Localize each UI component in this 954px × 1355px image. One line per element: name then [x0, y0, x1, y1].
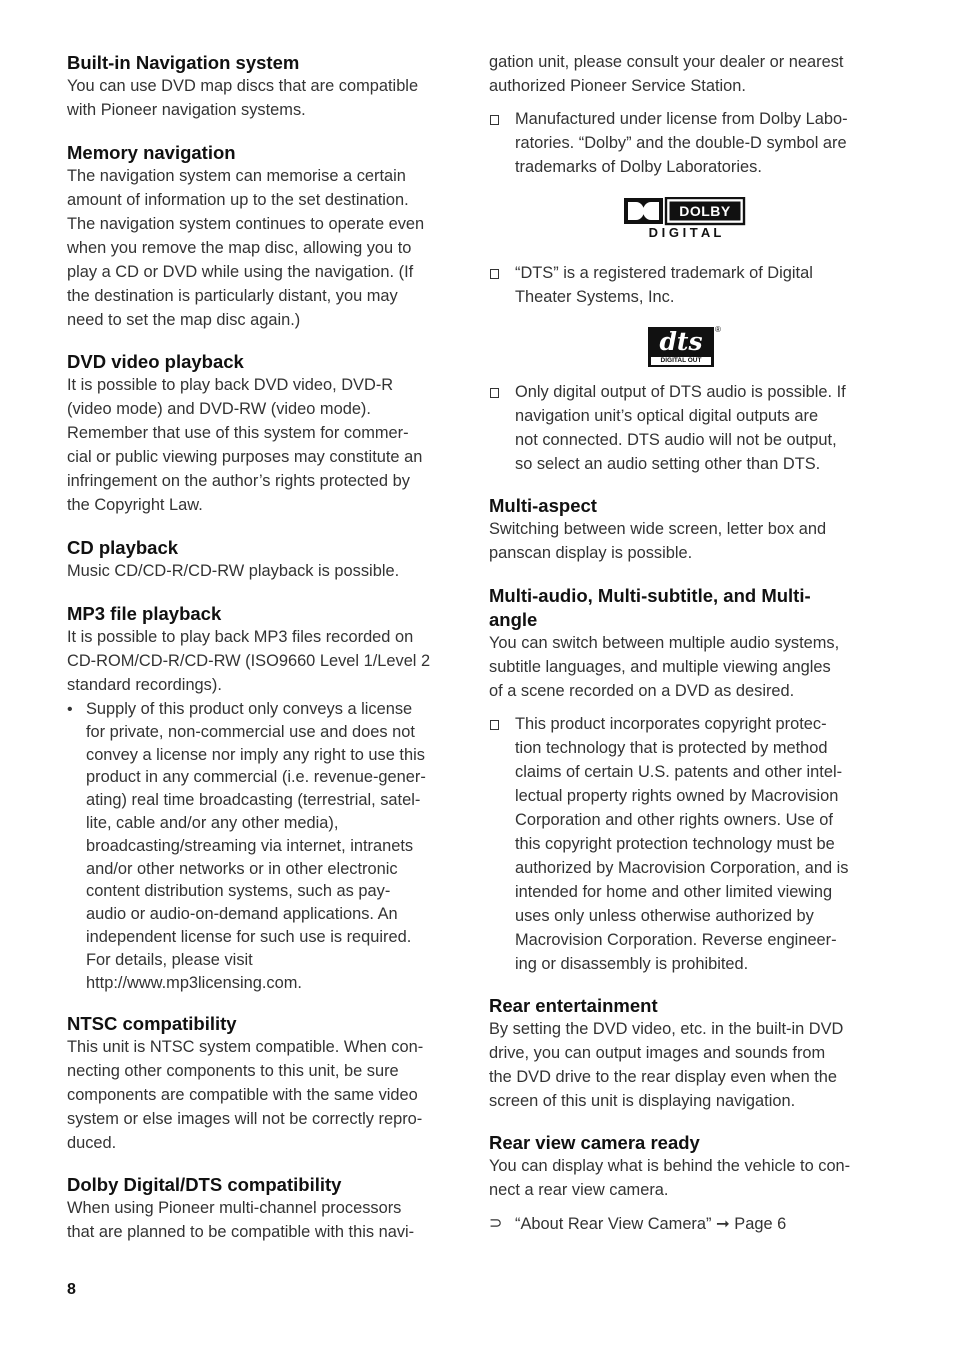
dolby-logo-word: DOLBY [679, 203, 731, 219]
text-line: authorized by Macrovision Corporation, and is [515, 859, 849, 877]
section-title-mp3-playback: MP3 file playback [67, 603, 222, 624]
text-line: system or else images will not be correctly repro- [67, 1110, 423, 1128]
text-line: Manufactured under license from Dolby Labo- [515, 110, 848, 128]
text-line: Macrovision Corporation. Reverse engineer- [515, 931, 837, 949]
text-line: with Pioneer navigation systems. [67, 101, 306, 119]
reference-arrow-icon: ⊃ [489, 1215, 503, 1232]
text-line: Theater Systems, Inc. [515, 288, 675, 306]
text-line: standard recordings). [67, 676, 222, 694]
text-line: drive, you can output images and sounds from [489, 1044, 826, 1062]
text-line: When using Pioneer multi-channel processors [67, 1199, 402, 1217]
page-number: 8 [67, 1281, 76, 1298]
text-line: the destination is particularly distant, you may [67, 287, 398, 305]
text-line: Supply of this product only conveys a license [86, 700, 413, 718]
text-line: uses only unless otherwise authorized by [515, 907, 814, 925]
text-line: so select an audio setting other than DTS. [515, 455, 821, 473]
text-line: content distribution systems, such as pay- [86, 882, 391, 901]
text-line: The navigation system continues to operate even [67, 215, 425, 233]
text-line: for private, non-commercial use and does not [86, 722, 415, 741]
text-line: Switching between wide screen, letter box and [489, 520, 827, 538]
note-text [515, 107, 848, 179]
note-checkbox-icon [490, 115, 499, 125]
text-line: Corporation and other rights owners. Use of [515, 811, 833, 829]
text-line: You can switch between multiple audio systems, [489, 634, 840, 652]
text-line: the DVD drive to the rear display even when the [489, 1068, 838, 1086]
text-line: intended for home and other limited viewing [515, 883, 833, 901]
note-text [515, 380, 846, 476]
text-line: By setting the DVD video, etc. in the built-in DVD [489, 1020, 844, 1038]
dolby-logo-sub: D I G I T A L [648, 225, 722, 240]
text-line: Music CD/CD-R/CD-RW playback is possible. [67, 562, 400, 580]
dts-digital-out-logo [648, 327, 722, 369]
bullet-text [86, 698, 426, 994]
text-line: when you remove the map disc, allowing you to [67, 239, 412, 257]
text-line: need to set the map disc again.) [67, 311, 301, 329]
text-line: components are compatible with the same video [67, 1086, 418, 1104]
paragraph-memory-navigation [67, 164, 424, 332]
text-line: navigation unit’s optical digital outputs are [515, 407, 819, 425]
paragraph-rear-entertainment [489, 1017, 843, 1113]
section-title-ntsc: NTSC compatibility [67, 1013, 237, 1034]
text-line: lectual property rights owned by Macrovision [515, 787, 839, 805]
note-text [515, 712, 848, 976]
paragraph-mp3-playback [67, 625, 430, 697]
text-line: You can use DVD map discs that are compatible [67, 77, 419, 95]
section-title-rear-entertainment: Rear entertainment [489, 995, 658, 1016]
text-line: authorized Pioneer Service Station. [489, 77, 746, 95]
text-line: audio or audio-on-demand applications. An [86, 905, 398, 924]
text-line: You can display what is behind the vehicle to con- [489, 1157, 851, 1175]
text-line: “DTS” is a registered trademark of Digital [515, 264, 813, 282]
section-title-rear-camera: Rear view camera ready [489, 1132, 700, 1153]
text-line: tion technology that is protected by method [515, 739, 828, 757]
text-line: necting other components to this unit, be sure [67, 1062, 399, 1080]
text-line: http://www.mp3licensing.com. [86, 973, 302, 992]
title-line-2: angle [489, 609, 538, 630]
text-line: that are planned to be compatible with this navi- [67, 1223, 415, 1241]
section-title-dvd-playback: DVD video playback [67, 351, 244, 372]
paragraph-ntsc [67, 1035, 423, 1155]
bullet-icon: • [67, 701, 73, 718]
paragraph-cd-playback [67, 559, 399, 583]
title-line-1: Multi-audio, Multi-subtitle, and Multi- [489, 585, 811, 606]
text-line: and/or other networks or in other electronic [86, 859, 398, 878]
text-line: For details, please visit [86, 950, 253, 969]
text-line: ratories. “Dolby” and the double-D symbol are [515, 134, 847, 152]
dolby-digital-logo [624, 197, 746, 241]
text-line: cial or public viewing purposes may constitute an [67, 448, 423, 466]
paragraph-rear-camera [489, 1154, 850, 1202]
text-line: subtitle languages, and multiple viewing angles [489, 658, 831, 676]
text-line: infringement on the author’s rights protected by [67, 472, 410, 490]
text-line: duced. [67, 1134, 117, 1152]
text-line: ing or disassembly is prohibited. [515, 955, 749, 973]
text-line: Remember that use of this system for commer- [67, 424, 409, 442]
text-line: the Copyright Law. [67, 496, 203, 514]
text-line: product in any commercial (i.e. revenue-gener- [86, 768, 426, 787]
paragraph-dvd-playback [67, 373, 422, 517]
text-line: nect a rear view camera. [489, 1181, 669, 1199]
text-line: amount of information up to the set destination. [67, 191, 409, 209]
text-line: CD-ROM/CD-R/CD-RW (ISO9660 Level 1/Level 2 [67, 652, 431, 670]
dts-logo-sub: DIGITAL OUT [651, 357, 711, 365]
text-line: convey a license nor imply any right to use this [86, 745, 425, 764]
note-checkbox-icon [490, 269, 499, 279]
text-line: not connected. DTS audio will not be output, [515, 431, 837, 449]
section-title-memory-navigation: Memory navigation [67, 142, 236, 163]
text-line: It is possible to play back MP3 files recorded on [67, 628, 414, 646]
paragraph-multi-aspect [489, 517, 826, 565]
text-line: gation unit, please consult your dealer or nearest [489, 53, 844, 71]
section-title-multi-aspect: Multi-aspect [489, 495, 597, 516]
text-line: claims of certain U.S. patents and other intel- [515, 763, 843, 781]
dts-logo-word: dts [659, 327, 703, 356]
section-title-navigation: Built-in Navigation system [67, 52, 300, 73]
text-line: It is possible to play back DVD video, DVD-R [67, 376, 394, 394]
registered-mark: ® [715, 325, 721, 334]
text-line: panscan display is possible. [489, 544, 693, 562]
text-line: independent license for such use is required. [86, 927, 412, 946]
text-line: This product incorporates copyright protec- [515, 715, 827, 733]
text-line: lite, cable and/or any other media), [86, 813, 339, 832]
text-line: trademarks of Dolby Laboratories. [515, 158, 762, 176]
paragraph-multi-audio [489, 631, 839, 703]
text-line: play a CD or DVD while using the navigation. (If [67, 263, 414, 281]
paragraph-dolby-dts-continued [489, 50, 843, 98]
text-line: of a scene recorded on a DVD as desired. [489, 682, 795, 700]
note-checkbox-icon [490, 388, 499, 398]
text-line: (video mode) and DVD-RW (video mode). [67, 400, 371, 418]
section-title-dolby-dts: Dolby Digital/DTS compatibility [67, 1174, 342, 1195]
reference-link[interactable]: “About Rear View Camera” ➞ Page 6 [515, 1215, 787, 1233]
section-title-cd-playback: CD playback [67, 537, 179, 558]
text-line: ating) real time broadcasting (terrestrial, satel- [86, 791, 421, 810]
text-line: Only digital output of DTS audio is possible. If [515, 383, 846, 401]
text-line: broadcasting/streaming via internet, intranets [86, 836, 414, 855]
note-text [515, 261, 813, 309]
paragraph-dolby-dts [67, 1196, 414, 1244]
text-line: The navigation system can memorise a certain [67, 167, 406, 185]
text-line: this copyright protection technology must be [515, 835, 835, 853]
note-checkbox-icon [490, 720, 499, 730]
paragraph-navigation [67, 74, 418, 122]
text-line: This unit is NTSC system compatible. When con- [67, 1038, 424, 1056]
text-line: screen of this unit is displaying navigation. [489, 1092, 796, 1110]
section-title-multi-audio [489, 584, 811, 632]
